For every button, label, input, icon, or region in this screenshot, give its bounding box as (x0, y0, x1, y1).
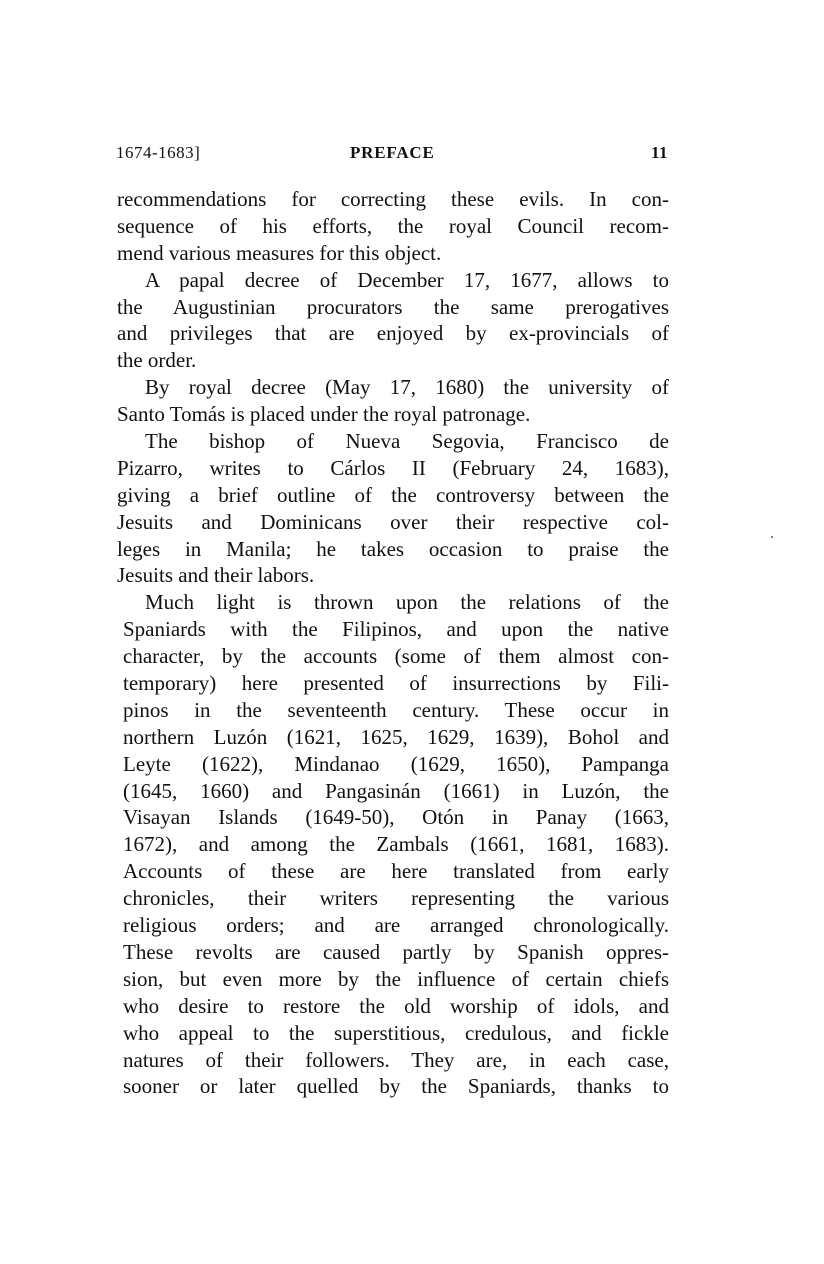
text-line: 1672), and among the Zambals (1661, 1681, 1683). (123, 832, 669, 857)
running-head-date-range: 1674-1683] (116, 143, 201, 162)
text-line: the order. (117, 348, 197, 373)
body-text (117, 186, 669, 1100)
text-line: Jesuits and their labors. (117, 563, 315, 588)
text-line: sooner or later quelled by the Spaniards, thanks to (123, 1074, 669, 1099)
text-line: pinos in the seventeenth century. These occur in (123, 697, 669, 722)
text-line: giving a brief outline of the controversy between the (117, 482, 669, 507)
text-line: sion, but even more by the influence of certain chiefs (123, 966, 669, 991)
text-line: Leyte (1622), Mindanao (1629, 1650), Pampanga (123, 751, 669, 776)
text-line: These revolts are caused partly by Spanish oppres- (123, 939, 669, 964)
print-speck (771, 536, 773, 538)
text-line: character, by the accounts (some of them almost con- (123, 644, 669, 669)
text-line: and privileges that are enjoyed by ex-provincials of (117, 321, 669, 346)
page-number: 11 (650, 143, 668, 162)
text-line: who desire to restore the old worship of idols, and (123, 993, 669, 1018)
text-line: A papal decree of December 17, 1677, allows to (145, 267, 669, 292)
text-line: Visayan Islands (1649-50), Otón in Panay (1663, (123, 805, 669, 830)
text-line: the Augustinian procurators the same prerogatives (117, 294, 669, 319)
text-line: mend various measures for this object. (117, 240, 442, 265)
text-line: northern Luzón (1621, 1625, 1629, 1639), Bohol and (123, 724, 669, 749)
running-head-title: PREFACE (350, 143, 435, 162)
text-line: recommendations for correcting these evils. In con- (117, 187, 669, 211)
text-line: temporary) here presented of insurrections by Fili- (123, 671, 669, 696)
text-line: chronicles, their writers representing the various (123, 886, 669, 911)
text-line: Much light is thrown upon the relations of the (145, 590, 669, 615)
text-line: religious orders; and are arranged chronologically. (123, 913, 669, 938)
text-line: who appeal to the superstitious, credulous, and fickle (123, 1020, 669, 1045)
text-line: Jesuits and Dominicans over their respective col- (117, 509, 669, 534)
text-line: Pizarro, writes to Cárlos II (February 24, 1683), (117, 455, 669, 480)
text-line: Santo Tomás is placed under the royal patronage. (117, 402, 531, 427)
text-line: leges in Manila; he takes occasion to praise the (117, 536, 669, 561)
text-line: Accounts of these are here translated from early (123, 859, 669, 884)
text-line: Spaniards with the Filipinos, and upon the native (123, 617, 669, 642)
text-line: By royal decree (May 17, 1680) the university of (145, 375, 669, 400)
text-line: The bishop of Nueva Segovia, Francisco de (145, 429, 669, 454)
text-line: (1645, 1660) and Pangasinán (1661) in Luzón, the (123, 778, 669, 803)
text-line: natures of their followers. They are, in each case, (123, 1047, 669, 1072)
running-head (116, 143, 668, 167)
text-line: sequence of his efforts, the royal Council recom- (117, 213, 669, 238)
